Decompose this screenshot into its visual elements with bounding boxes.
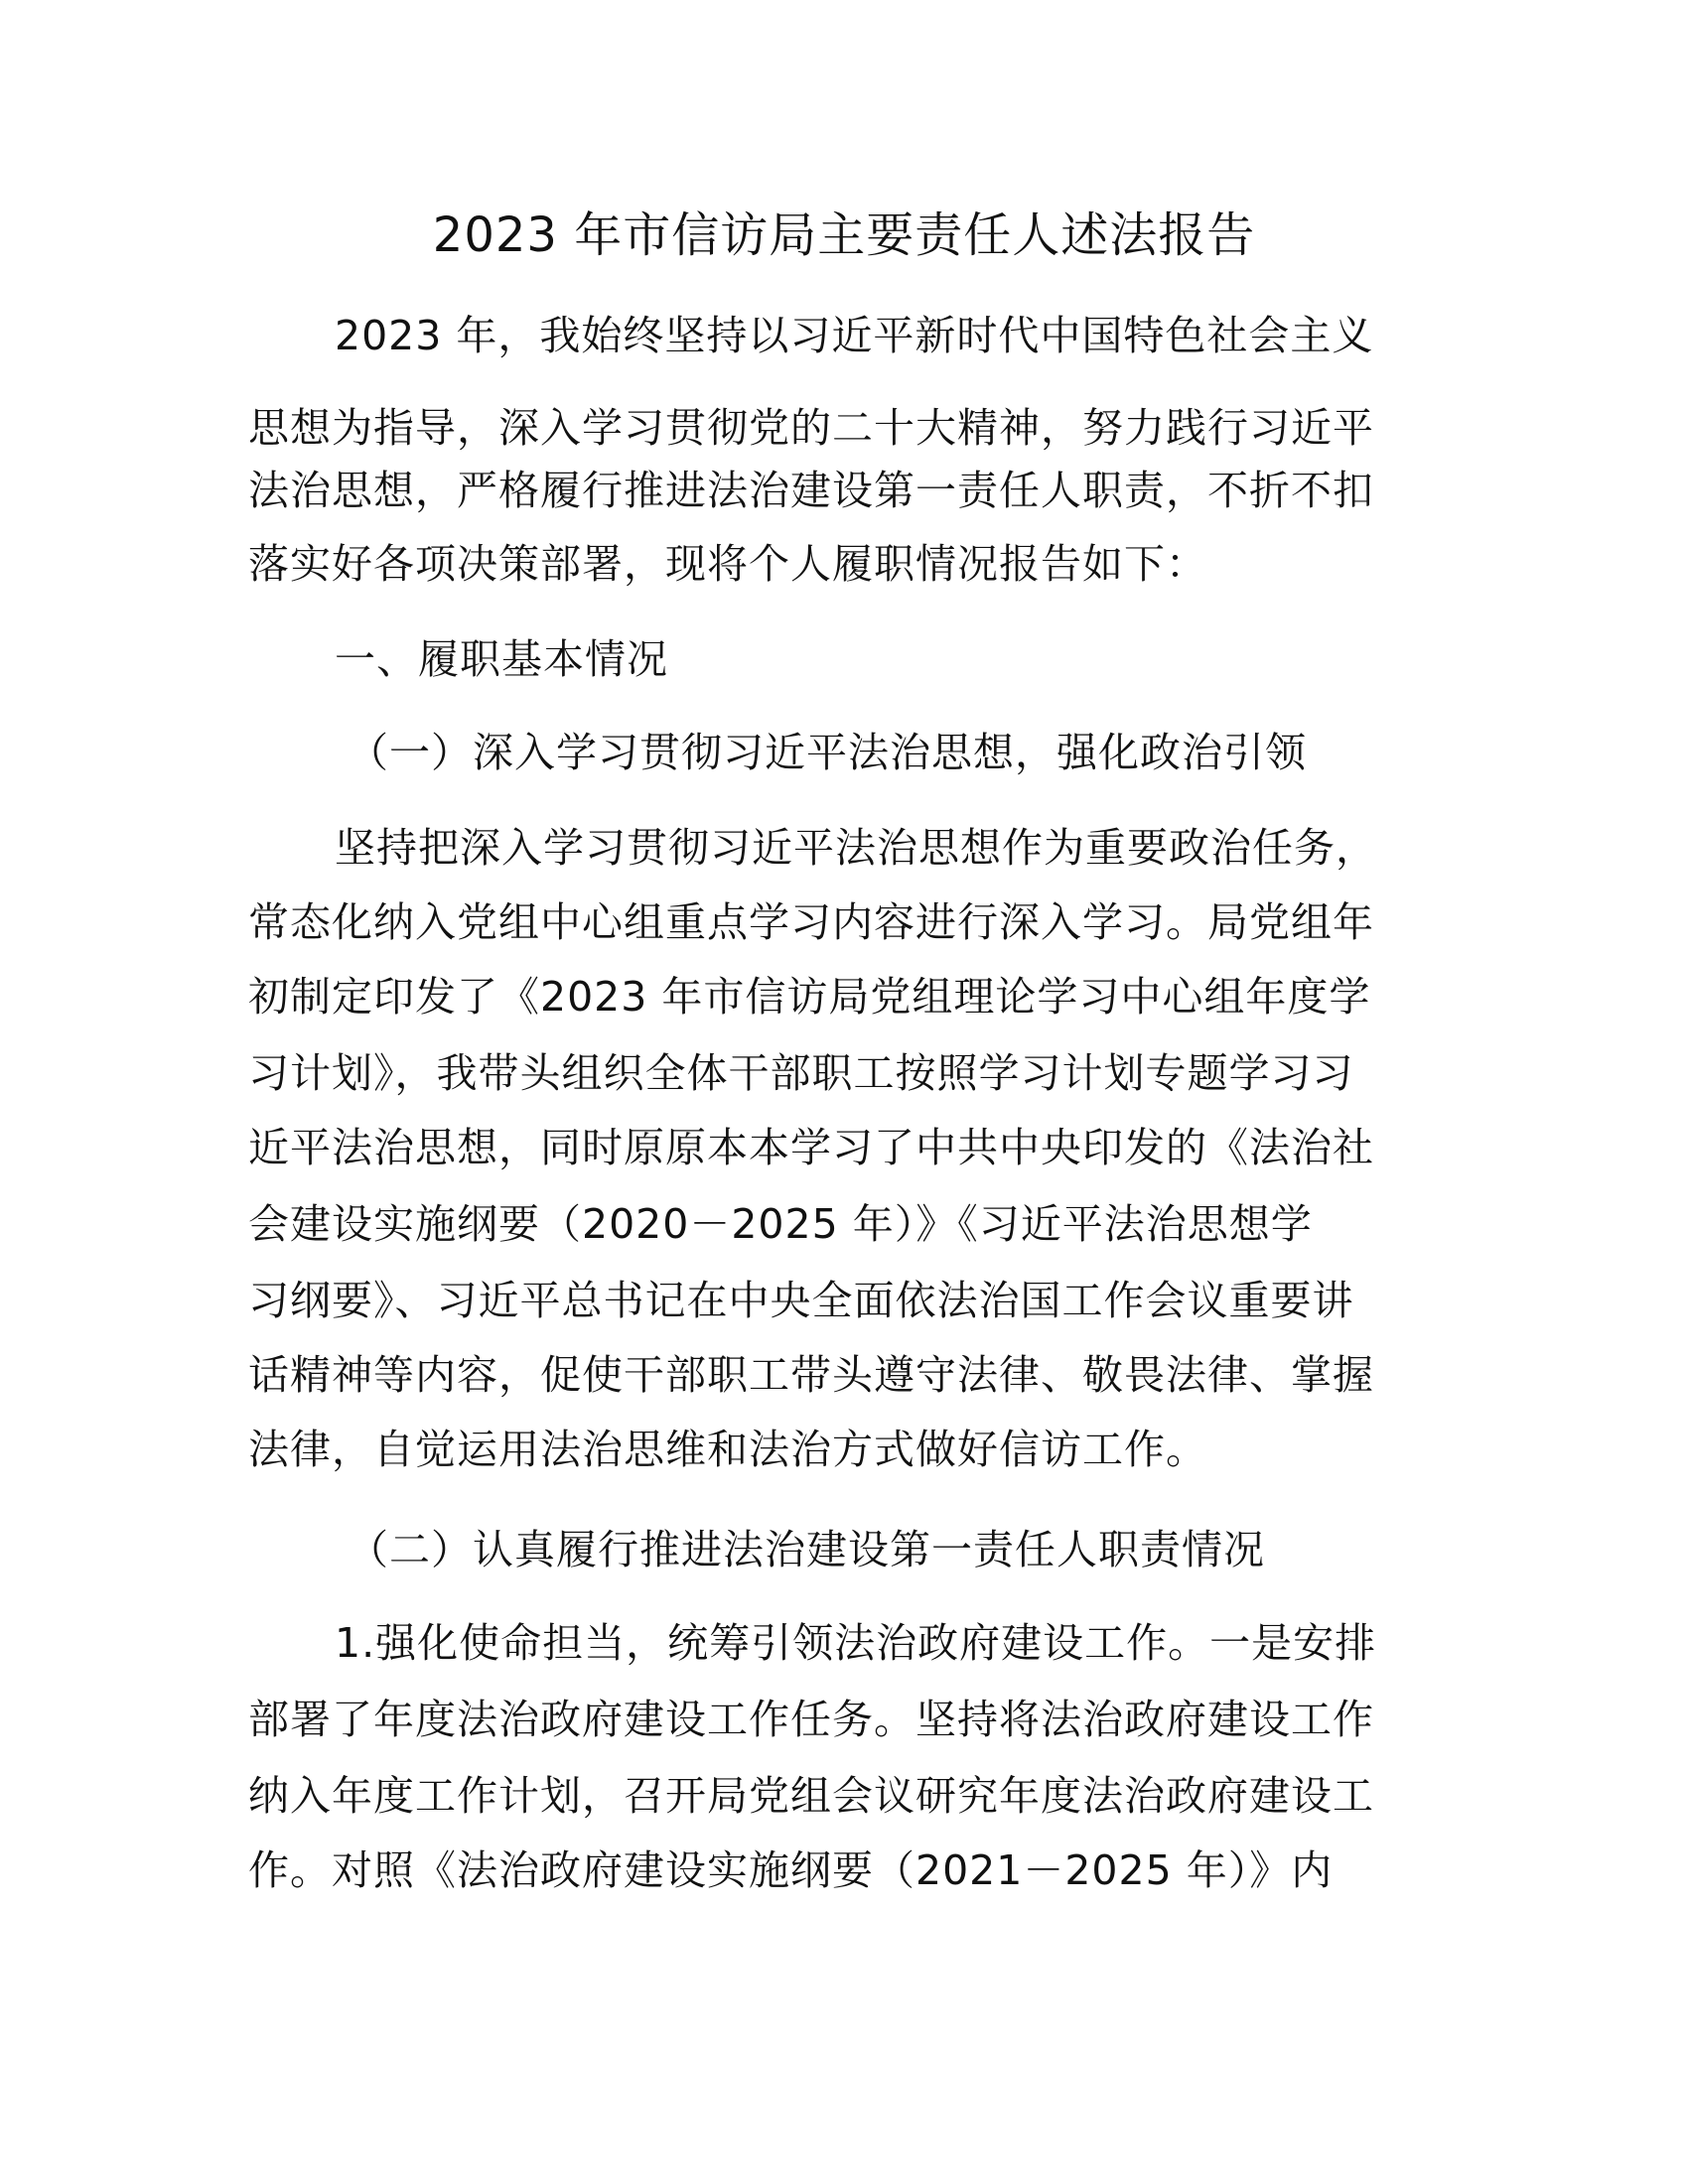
paragraph-line: 1.强化使命担当，统筹引领法治政府建设工作。一是安排 [335, 1619, 1377, 1667]
paragraph-line: 近平法治思想，同时原原本本学习了中共中央印发的《法治社 [248, 1124, 1374, 1171]
paragraph-line: 思想为指导，深入学习贯彻党的二十大精神，努力践行习近平 [248, 404, 1374, 452]
paragraph-line: 常态化纳入党组中心组重点学习内容进行深入学习。局党组年 [248, 898, 1374, 946]
subsection-heading: （二）认真履行推进法治建设第一责任人职责情况 [348, 1526, 1265, 1573]
section-heading: 一、履职基本情况 [335, 635, 668, 683]
paragraph-line: 法律，自觉运用法治思维和法治方式做好信访工作。 [248, 1426, 1207, 1473]
paragraph-line: 初制定印发了《2023 年市信访局党组理论学习中心组年度学 [248, 973, 1371, 1021]
paragraph-line: 2023 年，我始终坚持以习近平新时代中国特色社会主义 [335, 312, 1374, 359]
document-title: 2023 年市信访局主要责任人述法报告 [432, 207, 1256, 263]
paragraph-line: 作。对照《法治政府建设实施纲要（2021－2025 年）》内 [248, 1846, 1334, 1894]
paragraph-line: 纳入年度工作计划，召开局党组会议研究年度法治政府建设工 [248, 1772, 1374, 1820]
paragraph-line: 话精神等内容，促使干部职工带头遵守法律、敬畏法律、掌握 [248, 1351, 1374, 1399]
paragraph-line: 坚持把深入学习贯彻习近平法治思想作为重要政治任务， [335, 824, 1377, 872]
paragraph-line: 习计划》，我带头组织全体干部职工按照学习计划专题学习习 [248, 1049, 1354, 1097]
paragraph-line: 法治思想，严格履行推进法治建设第一责任人职责，不折不扣 [248, 467, 1374, 514]
paragraph-line: 习纲要》、习近平总书记在中央全面依法治国工作会议重要讲 [248, 1277, 1354, 1324]
subsection-heading: （一）深入学习贯彻习近平法治思想，强化政治引领 [348, 729, 1307, 776]
paragraph-line: 会建设实施纲要（2020－2025 年）》《习近平法治思想学 [248, 1200, 1313, 1248]
paragraph-line: 落实好各项决策部署，现将个人履职情况报告如下： [248, 540, 1207, 588]
paragraph-line: 部署了年度法治政府建设工作任务。坚持将法治政府建设工作 [248, 1696, 1374, 1743]
